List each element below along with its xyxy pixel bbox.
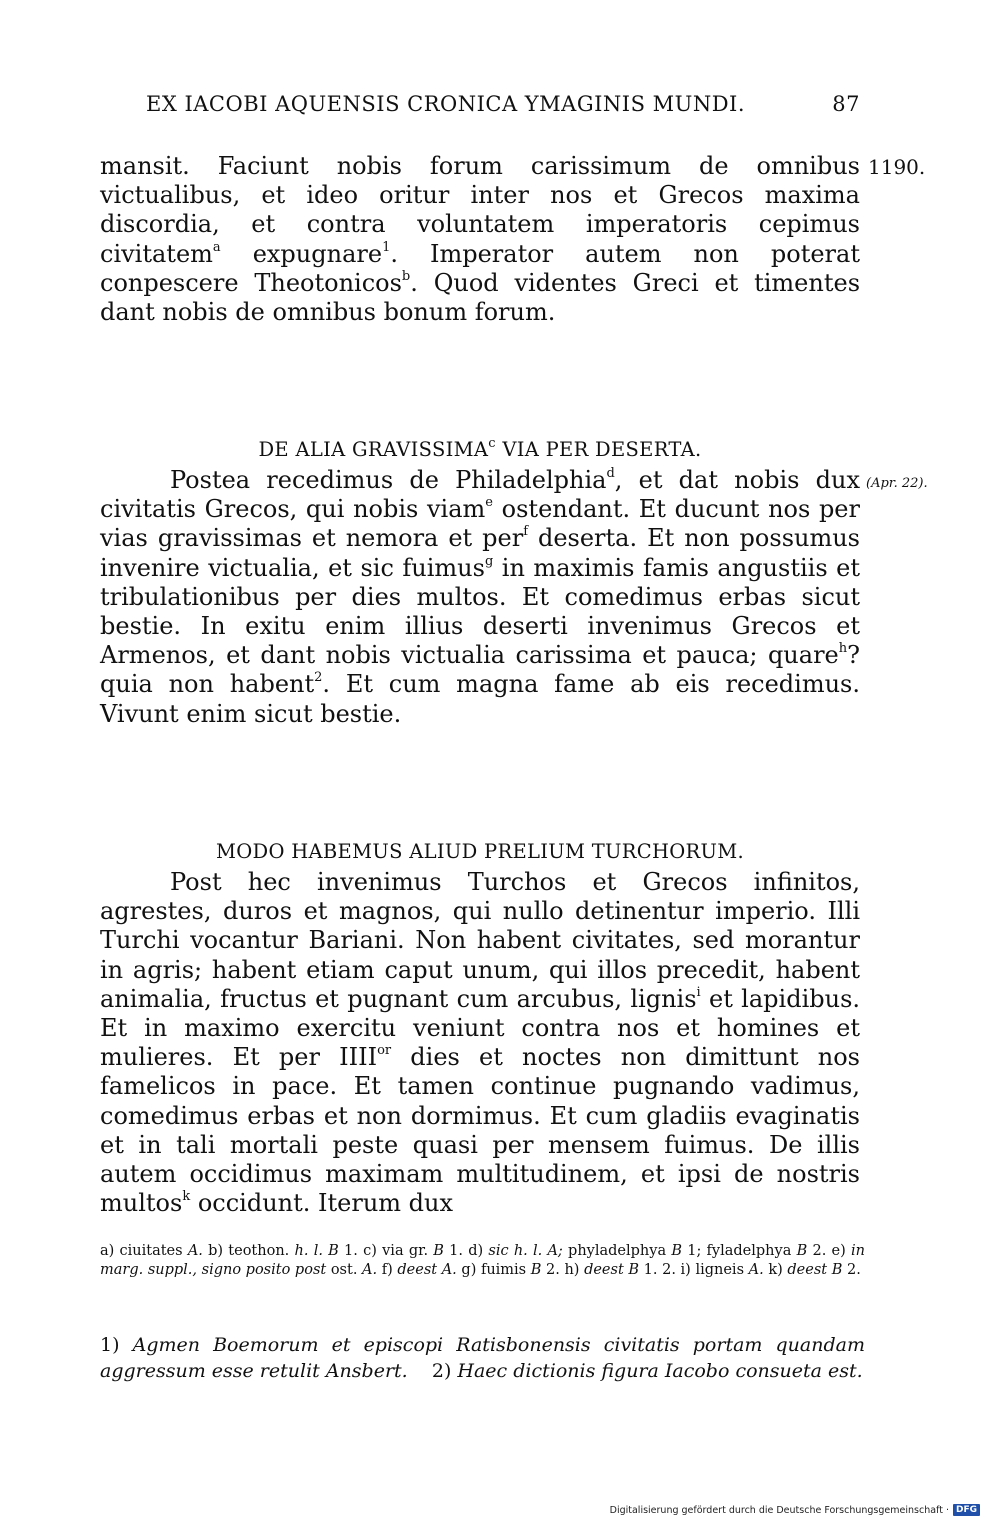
paragraph-3: Post hec invenimus Turchos et Grecos infinitos, agrestes, duros et magnos, qui nullo detinentur imperio. Illi Turchi vocantur Bariani. Non habent civitates, sed morantur in agris; habent etiam caput unum, qui illos precedit, habent animalia, fructus et pugnant cum arcubus, lignis$^i$ et lapidibus. Et in maximo exercitu veniunt contra nos et homines et mulieres. Et per $IIII^{or}$ dies et noctes non dimittunt nos famelicos in pace. Et tamen continue pugnando vadimus, comedimus erbas et non dormimus. Et cum gladiis evaginatis et in tali mortali peste quasi per mensem fuimus. De illis autem occidimus maximam multitudinem, et ipsi de nostris multos$^k$ occidunt. Iterum dux — [100, 868, 861, 1218]
footnote-2: Haec dictionis figura Iacobo consueta est. — [457, 1359, 863, 1382]
page-number: 87 — [832, 92, 860, 116]
section-heading-3: MODO HABEMUS ALIUD PRELIUM TURCHORUM. — [215, 840, 745, 863]
margin-date: (Apr. 22). — [866, 476, 928, 491]
section-heading-2: DE ALIA GRAVISSIMA$^c$ VIA PER DESERTA. — [258, 435, 702, 461]
running-title: EX IACOBI AQUENSIS CRONICA YMAGINIS MUNDI. — [146, 92, 746, 116]
margin-year: 1190. — [868, 155, 926, 179]
footnote-1-label: 1) — [100, 1334, 133, 1356]
variant-apparatus: a) ciuitates A. b) teothon. h. l. B 1. c) via gr. B 1. d) sic h. l. A; phyladelphya B 1; fyladelphya B 2. e) in marg. suppl., signo posito post ost. A. f) deest A. g) fuimis B 2. h) deest B 1. 2. i) ligneis A. k) deest B 2. — [100, 1243, 865, 1278]
footnotes — [100, 1333, 865, 1384]
dfg-logo: DFG — [953, 1504, 980, 1516]
footnote-marker-1: 1 — [382, 239, 391, 255]
variant-marker-a: a — [212, 239, 221, 255]
paragraph-1: mansit. Faciunt nobis forum carissimum de omnibus victualibus, et ideo oritur inter nos et Grecos maxima discordia, et contra voluntatem imperatoris cepimus civitatem$^a$ expugnare$^1$. Imperator autem non poterat conpescere Theotonicos$^b$. Quod videntes Greci et timentes dant nobis de omnibus bonum forum. — [100, 152, 861, 327]
variant-marker-b: b — [401, 268, 411, 284]
digitization-credit — [610, 1504, 980, 1516]
credit-text: Digitalisierung gefördert durch die Deutsche Forschungsgemeinschaft · — [609, 1504, 949, 1516]
paragraph-2: Postea recedimus de Philadelphia$^d$, et dat nobis dux civitatis Grecos, qui nobis viam$^e$ ostendant. Et ducunt nos per vias gravissimas et nemora et per$^f$ deserta. Et non possumus invenire victualia, et sic fuimus$^g$ in maximis famis angustiis et tribulationibus per dies multos. Et comedimus erbas sicut bestie. In exitu enim illius deserti invenimus Grecos et Armenos, et dant nobis victualia carissima et pauca; quare$^h$? quia non habent$^2$. Et cum magna fame ab eis recedimus. Vivunt enim sicut bestie. — [100, 466, 860, 728]
footnote-2-label: 2) — [407, 1359, 458, 1382]
footnote-1: Agmen Boemorum et episcopi Ratisbonensis civitatis portam quandam aggressum esse retulit Ansbert. — [100, 1334, 865, 1382]
